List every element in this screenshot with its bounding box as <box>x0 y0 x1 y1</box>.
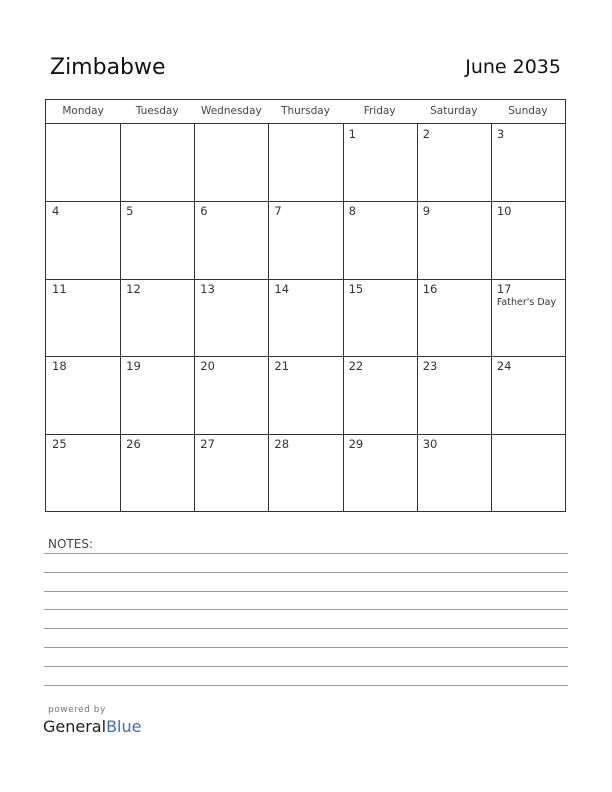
day-cell[interactable] <box>417 434 491 511</box>
day-cell[interactable] <box>268 434 342 511</box>
day-cell[interactable] <box>268 124 342 201</box>
weekday-thursday: Thursday <box>281 105 330 117</box>
day-number: 17 <box>496 281 512 296</box>
day-cell[interactable] <box>46 201 120 278</box>
day-number: 27 <box>200 436 215 451</box>
day-cell[interactable] <box>120 356 194 433</box>
day-cell[interactable] <box>120 124 194 201</box>
day-number: 22 <box>348 359 364 374</box>
day-number: 21 <box>274 359 290 374</box>
day-cell[interactable] <box>417 279 491 356</box>
day-number: 7 <box>274 204 282 219</box>
day-cell[interactable] <box>417 356 491 433</box>
note-line <box>44 553 568 554</box>
day-cell[interactable] <box>491 356 565 433</box>
day-number: 14 <box>274 281 290 296</box>
day-cell[interactable] <box>268 201 342 278</box>
note-line <box>44 628 568 629</box>
day-number: 10 <box>496 204 512 219</box>
day-cell[interactable] <box>491 201 565 278</box>
powered-by-text: powered by <box>48 705 106 715</box>
day-cell[interactable] <box>194 356 268 433</box>
note-line <box>44 685 568 686</box>
day-number: 20 <box>200 359 215 374</box>
weekday-friday: Friday <box>363 105 396 117</box>
day-cell[interactable] <box>46 356 120 433</box>
day-cell[interactable] <box>343 356 417 433</box>
day-number: 8 <box>348 204 356 219</box>
day-cell[interactable] <box>491 434 565 511</box>
day-number: 29 <box>348 436 364 451</box>
day-cell[interactable] <box>120 279 194 356</box>
day-cell[interactable] <box>417 124 491 201</box>
day-cell[interactable] <box>491 124 565 201</box>
day-number: 28 <box>274 436 290 451</box>
note-line <box>44 666 568 667</box>
day-cell[interactable] <box>46 279 120 356</box>
day-number: 3 <box>496 127 505 141</box>
weekday-tuesday: Tuesday <box>135 105 179 117</box>
brand-general-text: General <box>43 717 107 736</box>
day-cell[interactable] <box>343 434 417 511</box>
day-number: 18 <box>52 359 67 374</box>
day-cell[interactable] <box>120 434 194 511</box>
day-number: 24 <box>496 359 512 374</box>
day-number: 9 <box>422 204 431 219</box>
day-cell[interactable] <box>194 201 268 278</box>
note-line <box>44 609 568 610</box>
day-cell[interactable] <box>194 279 268 356</box>
day-number: 19 <box>126 359 141 374</box>
generalblue-logo <box>43 717 141 736</box>
day-cell[interactable] <box>491 279 565 356</box>
day-cell[interactable] <box>343 279 417 356</box>
day-cell[interactable] <box>46 124 120 201</box>
day-number: 15 <box>348 281 364 296</box>
day-cell[interactable] <box>120 201 194 278</box>
day-cell[interactable] <box>194 434 268 511</box>
day-number: 6 <box>200 204 208 219</box>
month-year-title: June 2035 <box>465 56 561 78</box>
day-number: 1 <box>348 127 356 141</box>
day-cell[interactable] <box>268 279 342 356</box>
notes-label: NOTES: <box>48 537 93 551</box>
day-number: 12 <box>126 281 141 296</box>
day-number: 25 <box>52 436 67 451</box>
day-number: 23 <box>422 359 438 374</box>
day-cell[interactable] <box>46 434 120 511</box>
day-number: 13 <box>200 281 215 296</box>
holiday-label: Father's Day <box>496 296 557 308</box>
day-cell[interactable] <box>343 201 417 278</box>
day-number: 16 <box>422 281 438 296</box>
country-title: Zimbabwe <box>50 55 166 80</box>
day-cell[interactable] <box>268 356 342 433</box>
weekday-sunday: Sunday <box>508 105 548 117</box>
weekday-wednesday: Wednesday <box>200 105 262 117</box>
note-line <box>44 647 568 648</box>
weekday-monday: Monday <box>62 105 104 117</box>
day-number: 5 <box>126 204 134 219</box>
note-line <box>44 591 568 592</box>
brand-blue-text: Blue <box>106 717 142 736</box>
note-line <box>44 572 568 573</box>
day-cell[interactable] <box>343 124 417 201</box>
weekday-saturday: Saturday <box>430 105 478 117</box>
day-number: 4 <box>52 204 60 219</box>
calendar-grid <box>45 99 566 512</box>
day-number: 2 <box>422 127 431 141</box>
weekday-header-row <box>46 100 565 124</box>
day-number: 11 <box>52 281 67 296</box>
day-number: 26 <box>126 436 141 451</box>
day-cell[interactable] <box>417 201 491 278</box>
day-number: 30 <box>422 436 438 451</box>
day-cell[interactable] <box>194 124 268 201</box>
